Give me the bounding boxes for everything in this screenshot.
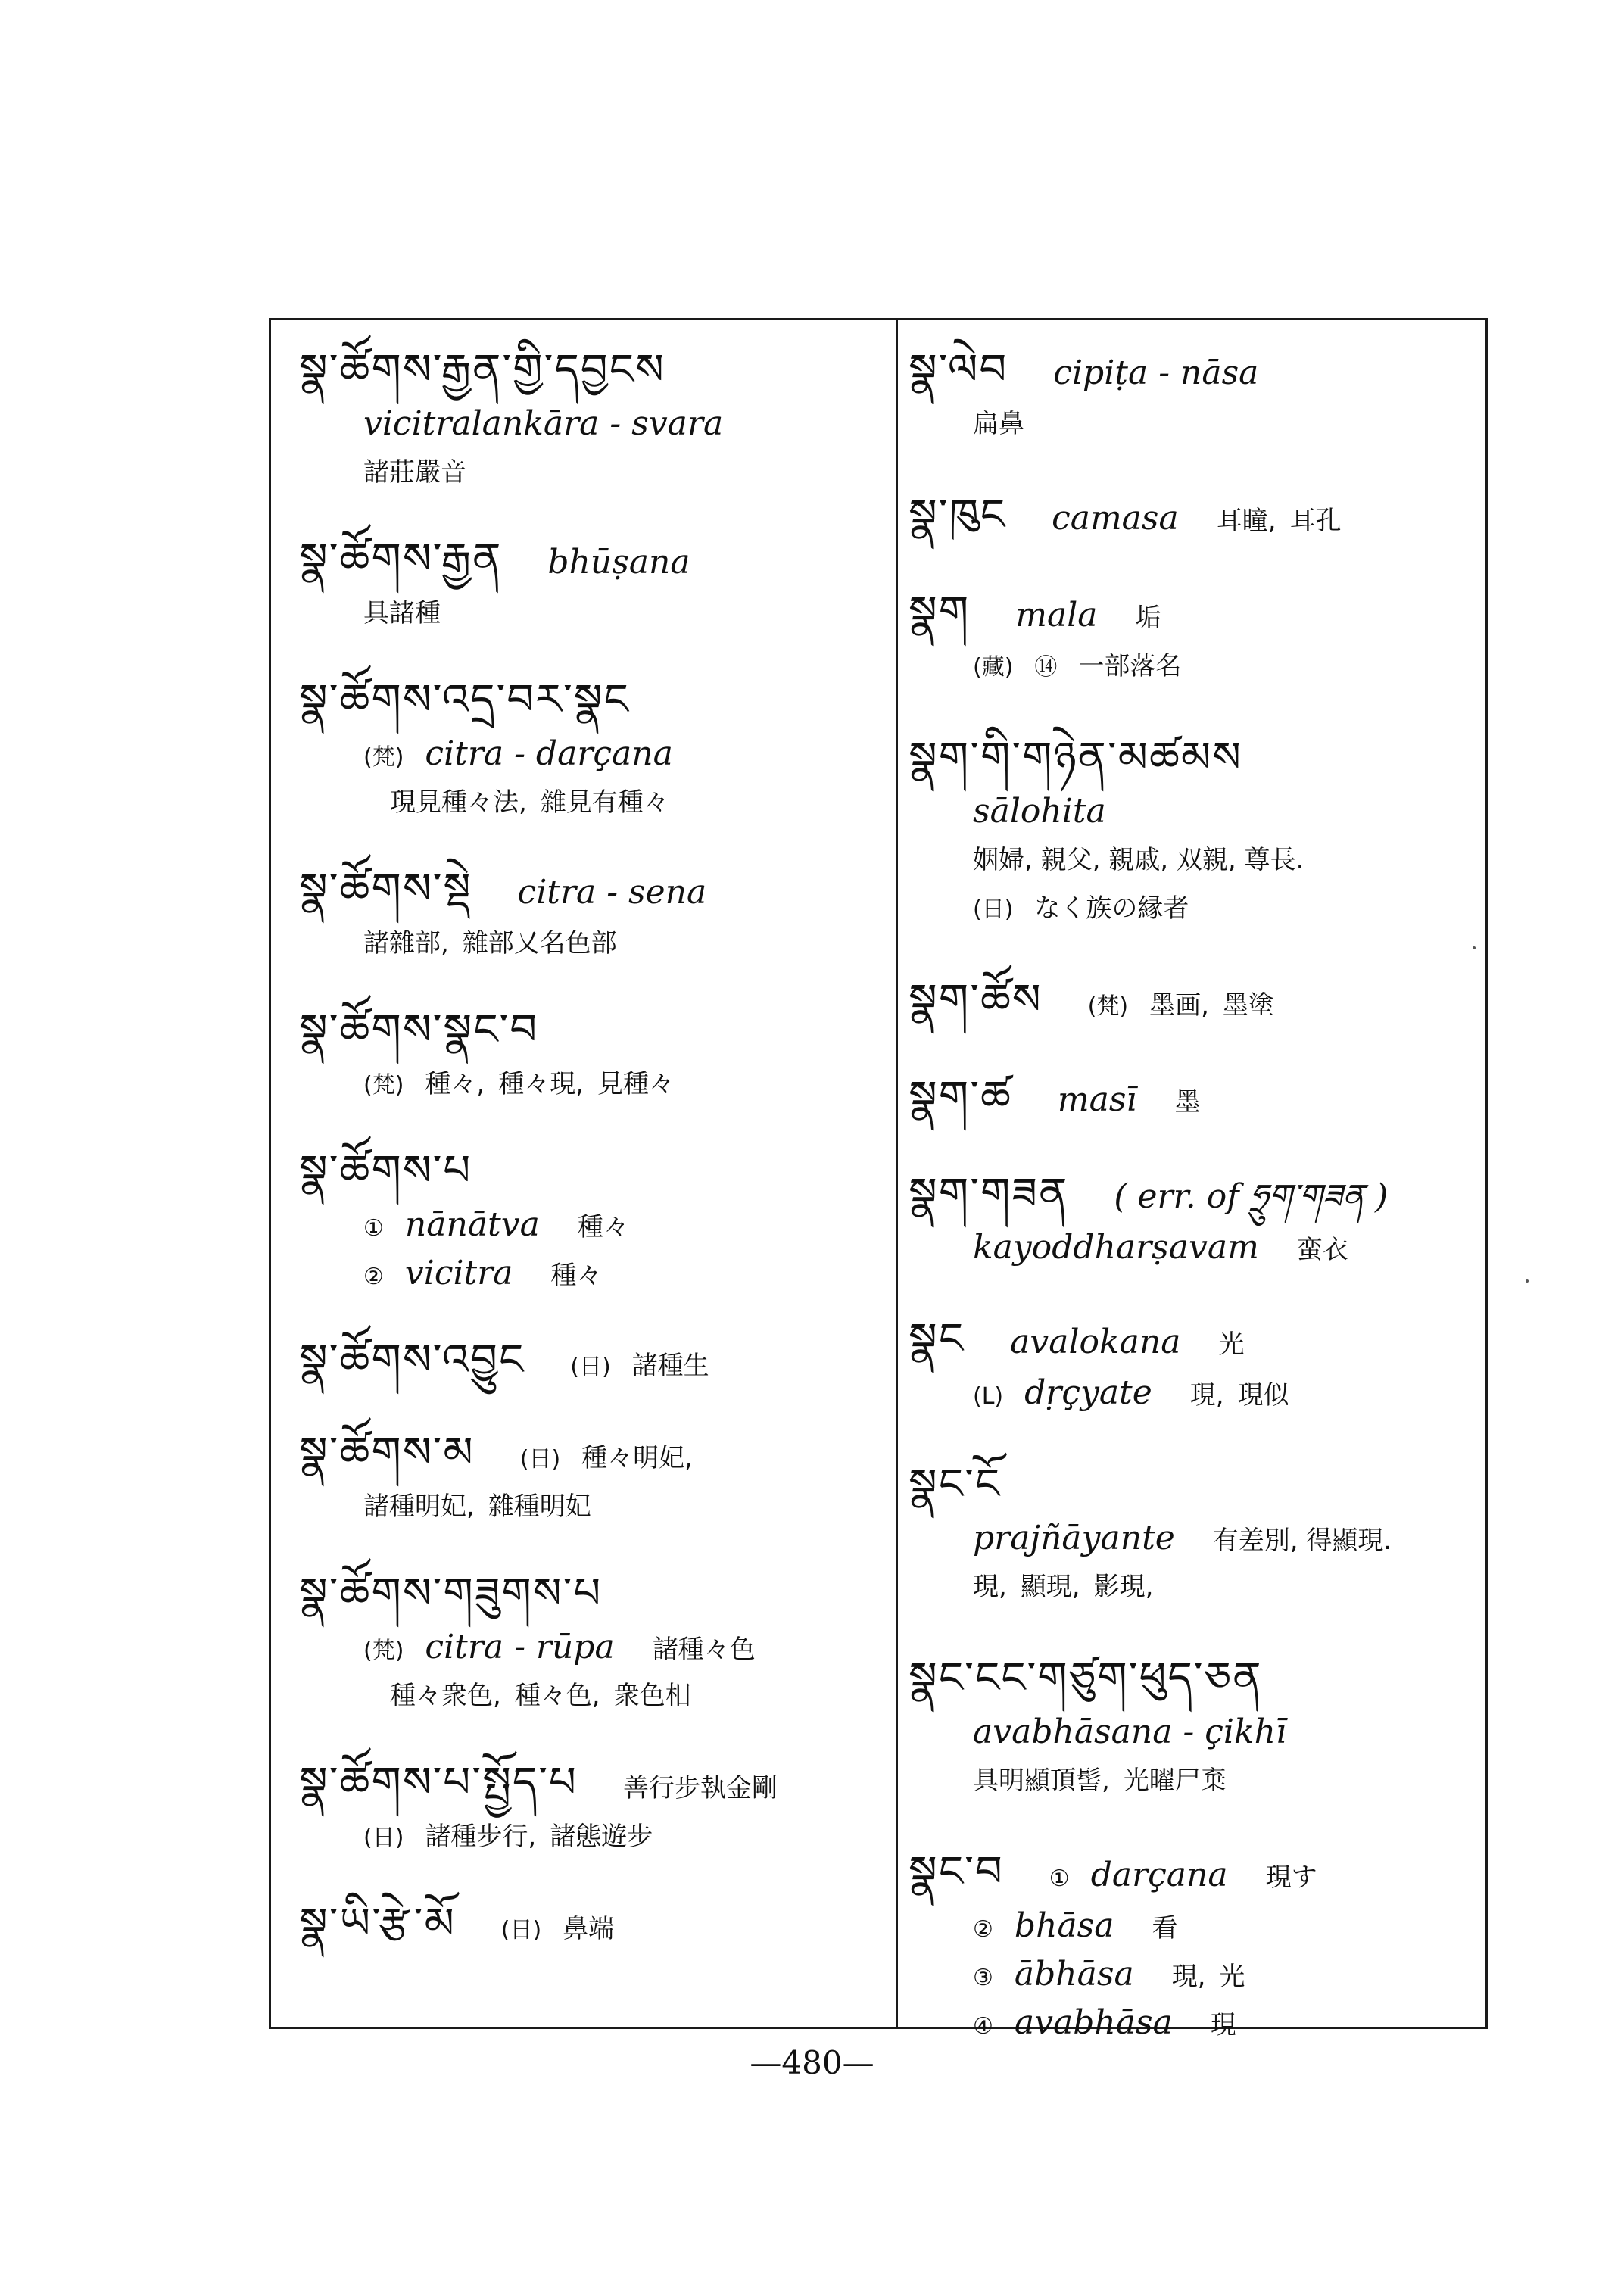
headword-line: [299, 1753, 874, 1812]
sanskrit-term: bhāsa: [1014, 1906, 1114, 1945]
chinese-gloss: 光: [1218, 1329, 1245, 1360]
chinese-gloss: 看: [1152, 1913, 1178, 1943]
headword-line: [299, 1894, 874, 1953]
dictionary-entry: [909, 728, 1469, 933]
sanskrit-term: kayoddharṣavam: [973, 1228, 1259, 1267]
source-marker: ①: [363, 1215, 384, 1242]
headword-line: [299, 1564, 874, 1623]
chinese-gloss: 雜見有種々: [540, 787, 669, 818]
source-marker: (藏): [973, 654, 1014, 681]
tibetan-headword: སྣ་ཚོགས་གཟུགས་པ: [299, 1569, 603, 1618]
chinese-gloss: 現: [1210, 2010, 1236, 2040]
sanskrit-term: masī: [1057, 1080, 1137, 1119]
sanskrit-term: ( err. of ཧྲུག་གཟན ): [1114, 1177, 1389, 1216]
dictionary-entry: [909, 1068, 1469, 1127]
source-marker: ④: [973, 2013, 993, 2040]
tibetan-headword: སྣ་ཚོགས་འབྱུང: [299, 1336, 525, 1385]
dictionary-entry: [299, 860, 874, 968]
chinese-gloss: 現見種々法,: [390, 787, 527, 818]
dictionary-entry: [909, 1455, 1469, 1611]
gloss-line: [909, 1563, 1469, 1611]
sanskrit-term: avabhāsa: [1014, 2003, 1173, 2042]
gloss-line: [299, 778, 874, 827]
tibetan-headword: སྣང་ངང་གཙུག་ཕུད་ཅན: [909, 1653, 1263, 1703]
left-column: [299, 341, 874, 1987]
headword-line: [299, 341, 874, 400]
chinese-gloss: 顯現,: [1020, 1572, 1080, 1602]
source-marker: ⑭: [1034, 654, 1058, 681]
chinese-gloss: 諸種々色: [652, 1635, 756, 1665]
gloss-line: [299, 1482, 874, 1531]
chinese-gloss: 衆色相: [613, 1681, 691, 1711]
headword-line: [299, 1331, 874, 1390]
chinese-gloss: 諸雜部,: [363, 928, 449, 958]
chinese-gloss: 種々: [577, 1212, 629, 1242]
gloss-line: [909, 787, 1469, 836]
gloss-line: [299, 1201, 874, 1249]
gloss-line: [299, 1812, 874, 1861]
chinese-gloss: 光曜尸棄: [1123, 1766, 1227, 1796]
chinese-gloss: 現,: [1189, 1380, 1224, 1410]
gloss-line: [909, 1369, 1469, 1417]
tibetan-headword: སྣ་ལེབ: [909, 345, 1008, 394]
tibetan-headword: སྣང: [909, 1314, 965, 1364]
sanskrit-term: cipiṭa - nāsa: [1053, 354, 1259, 392]
chinese-gloss: 見種々: [597, 1069, 675, 1099]
tibetan-headword: སྣང་བ: [909, 1847, 1004, 1897]
gloss-line: [299, 919, 874, 968]
scan-speck: [1473, 946, 1476, 949]
source-marker: (梵): [363, 1072, 404, 1099]
headword-line: [299, 1142, 874, 1201]
chinese-gloss: 善行步執金剛: [622, 1773, 778, 1803]
gloss-line: [299, 1060, 874, 1108]
tibetan-headword: སྣང་ངོ: [909, 1460, 1002, 1509]
headword-line: [909, 1164, 1469, 1223]
gloss-line: [909, 1950, 1469, 1999]
dictionary-entry: [909, 1843, 1469, 2047]
scan-speck: [1526, 1279, 1529, 1283]
headword-line: [909, 728, 1469, 787]
source-marker: (梵): [1087, 993, 1129, 1020]
chinese-gloss: 諸種明妃,: [363, 1491, 475, 1522]
gloss-line: [909, 400, 1469, 448]
headword-line: [299, 860, 874, 919]
chinese-gloss: 現す: [1265, 1862, 1317, 1893]
chinese-gloss: 雜種明妃: [488, 1491, 591, 1522]
sanskrit-term: bhūṣana: [547, 543, 690, 581]
headword-line: [909, 486, 1469, 545]
source-marker: (梵): [363, 1638, 404, 1664]
source-marker: ②: [973, 1916, 993, 1943]
chinese-gloss: 墨画,: [1149, 990, 1209, 1021]
dictionary-entry: [299, 1142, 874, 1298]
gloss-line: [299, 1623, 874, 1672]
gloss-line: [909, 642, 1469, 690]
headword-line: [909, 1310, 1469, 1369]
headword-line: [299, 530, 874, 589]
gloss-line: [909, 1223, 1469, 1272]
gloss-line: [299, 1249, 874, 1298]
headword-line: [299, 1423, 874, 1482]
tibetan-headword: སྣ་ཚོགས་པ: [299, 1146, 472, 1195]
tibetan-headword: སྣ་ཁུང: [909, 491, 1007, 540]
sanskrit-term: avabhāsana - çikhī: [973, 1713, 1287, 1751]
sanskrit-term: darçana: [1090, 1856, 1228, 1894]
tibetan-headword: སྣ་ཚོགས་མ: [299, 1428, 475, 1477]
sanskrit-term: citra - sena: [517, 873, 707, 912]
gloss-line: [299, 448, 874, 497]
dictionary-entry: [909, 1164, 1469, 1272]
sanskrit-term: citra - rūpa: [425, 1628, 615, 1666]
source-marker: ③: [973, 1965, 993, 1991]
gloss-line: [299, 589, 874, 637]
chinese-gloss: 光: [1219, 1962, 1245, 1992]
sanskrit-term: sālohita: [973, 792, 1106, 831]
sanskrit-term: mala: [1015, 596, 1098, 634]
chinese-gloss: 種々現,: [498, 1069, 584, 1099]
source-marker: (日): [500, 1917, 542, 1943]
tibetan-headword: སྣ་ཚོགས་རྒྱན་གྱི་དབྱངས: [299, 345, 665, 394]
chinese-gloss: 一部落名: [1078, 651, 1182, 681]
dictionary-entry: [299, 1423, 874, 1531]
gloss-line: [909, 1514, 1469, 1563]
dictionary-entry: [909, 341, 1469, 448]
tibetan-headword: སྣ་ཚོགས་སྡེ: [299, 865, 472, 914]
chinese-gloss: 現,: [1171, 1962, 1206, 1992]
chinese-gloss: 扁鼻: [973, 409, 1024, 439]
headword-line: [909, 341, 1469, 400]
sanskrit-term: nānātva: [404, 1205, 540, 1244]
sanskrit-term: dṛçyate: [1024, 1373, 1152, 1412]
sanskrit-term: prajñāyante: [973, 1519, 1175, 1557]
chinese-gloss: 有差別, 得顯現.: [1212, 1526, 1392, 1556]
dictionary-entry: [299, 671, 874, 827]
dictionary-entry: [909, 583, 1469, 690]
chinese-gloss: 現,: [973, 1572, 1007, 1602]
chinese-gloss: 墨: [1174, 1087, 1201, 1117]
dictionary-entry: [299, 1331, 874, 1390]
right-column: [909, 341, 1469, 2085]
dictionary-entry: [299, 1894, 874, 1953]
sanskrit-term: ābhāsa: [1014, 1955, 1134, 1993]
tibetan-headword: སྣག་གི་གཉེན་མཚམས: [909, 733, 1242, 782]
dictionary-entry: [299, 341, 874, 497]
headword-line: [909, 1843, 1469, 1902]
dictionary-entry: [909, 1310, 1469, 1417]
gloss-line: [299, 400, 874, 448]
chinese-gloss: 垢: [1135, 603, 1161, 633]
headword-line: [909, 583, 1469, 642]
chinese-gloss: 諸莊嚴音: [363, 457, 466, 488]
dictionary-entry: [909, 1649, 1469, 1805]
sanskrit-term: avalokana: [1010, 1323, 1181, 1361]
gloss-line: [909, 836, 1469, 884]
chinese-gloss: 雜部又名色部: [462, 928, 617, 958]
headword-line: [909, 1649, 1469, 1708]
tibetan-headword: སྣག: [909, 588, 971, 637]
sanskrit-term: camasa: [1052, 499, 1179, 538]
tibetan-headword: སྣ་ཚོགས་པ་སྤྱོད་པ: [299, 1758, 578, 1807]
gloss-line: [909, 1756, 1469, 1805]
dictionary-entry: [299, 1564, 874, 1720]
dictionary-entry: [909, 971, 1469, 1030]
chinese-gloss: 現似: [1237, 1380, 1289, 1410]
gloss-line: [909, 1902, 1469, 1950]
chinese-gloss: 諸態遊步: [550, 1822, 653, 1852]
headword-line: [299, 1001, 874, 1060]
chinese-gloss: 諸種步行,: [425, 1822, 537, 1852]
gloss-line: [299, 730, 874, 778]
tibetan-headword: སྣ་ཚོགས་རྒྱན: [299, 535, 503, 584]
source-marker: ②: [363, 1264, 384, 1290]
dictionary-entry: [299, 1001, 874, 1108]
gloss-line: [909, 884, 1469, 933]
page-number: —480—: [750, 2044, 874, 2081]
column-divider: [896, 318, 898, 2029]
chinese-gloss: 蛮衣: [1296, 1235, 1348, 1265]
sanskrit-term: vicitra: [404, 1254, 513, 1292]
chinese-gloss: 耳孔: [1289, 506, 1342, 536]
dictionary-entry: [299, 1753, 874, 1861]
source-marker: (L): [973, 1383, 1004, 1410]
tibetan-headword: སྣག་གཟན: [909, 1169, 1069, 1218]
source-marker: (日): [519, 1446, 561, 1473]
source-marker: (日): [973, 896, 1014, 923]
gloss-line: [299, 1672, 874, 1720]
chinese-gloss: なく族の縁者: [1034, 893, 1189, 924]
chinese-gloss: 種々色,: [514, 1681, 600, 1711]
tibetan-headword: སྣ་ཚོགས་སྣང་བ: [299, 1005, 539, 1055]
gloss-line: [909, 1708, 1469, 1756]
chinese-gloss: 諸種生: [631, 1351, 709, 1381]
chinese-gloss: 耳瞳,: [1216, 506, 1276, 536]
chinese-gloss: 種々明妃,: [581, 1443, 693, 1473]
gloss-line: [909, 1999, 1469, 2047]
headword-line: [909, 1455, 1469, 1514]
source-marker: ①: [1049, 1865, 1070, 1892]
tibetan-headword: སྣ་ཡི་རྩེ་མོ: [299, 1899, 456, 1948]
chinese-gloss: 鼻端: [563, 1914, 615, 1944]
tibetan-headword: སྣ་ཚོགས་འདྲ་བར་སྣང: [299, 675, 630, 725]
sanskrit-term: vicitralankāra - svara: [363, 404, 724, 443]
headword-line: [909, 971, 1469, 1030]
chinese-gloss: 具諸種: [363, 598, 441, 628]
chinese-gloss: 具明顯頂髻,: [973, 1766, 1110, 1796]
tibetan-headword: སྣག་ཚ: [909, 1072, 1012, 1121]
source-marker: (梵): [363, 744, 404, 771]
dictionary-entry: [909, 486, 1469, 545]
chinese-gloss: 種々,: [425, 1069, 485, 1099]
chinese-gloss: 姻婦, 親父, 親戚, 双親, 尊長.: [973, 845, 1304, 875]
source-marker: (日): [363, 1825, 404, 1851]
dictionary-entry: [299, 530, 874, 637]
chinese-gloss: 影現,: [1093, 1572, 1154, 1602]
headword-line: [299, 671, 874, 730]
sanskrit-term: citra - darçana: [425, 734, 673, 773]
chinese-gloss: 種々衆色,: [390, 1681, 501, 1711]
chinese-gloss: 墨塗: [1222, 990, 1274, 1021]
chinese-gloss: 種々: [550, 1261, 603, 1291]
tibetan-headword: སྣག་ཚོས: [909, 975, 1043, 1024]
headword-line: [909, 1068, 1469, 1127]
source-marker: (日): [570, 1354, 611, 1380]
